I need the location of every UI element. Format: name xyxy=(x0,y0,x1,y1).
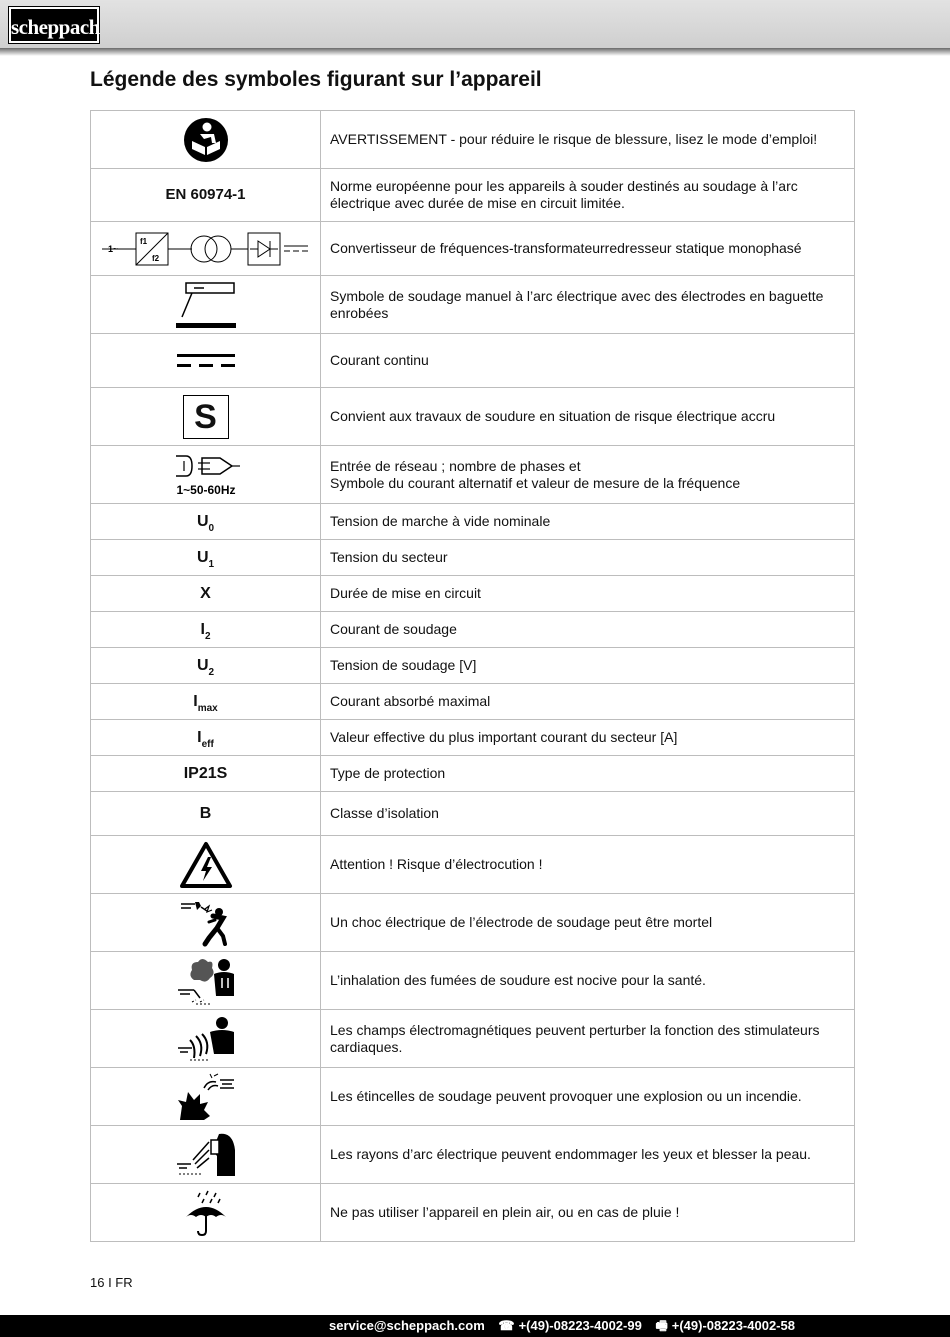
symbol-label: $U_1$ xyxy=(196,548,215,570)
table-row xyxy=(91,1010,855,1068)
description-cell: Courant absorbé maximal xyxy=(321,684,855,720)
fax-number: +(49)-08223-4002-58 xyxy=(671,1318,795,1333)
header-bar xyxy=(0,0,950,48)
symbol-cell xyxy=(91,540,321,576)
description-cell: Courant de soudage xyxy=(321,612,855,648)
sparks-explosion-icon xyxy=(176,1072,236,1122)
description-cell: Type de protection xyxy=(321,756,855,792)
description-cell: Durée de mise en circuit xyxy=(321,576,855,612)
symbol-cell xyxy=(91,792,321,836)
phone-icon: ☎ xyxy=(498,1318,515,1333)
table-row xyxy=(91,504,855,540)
page-number: 16 I FR xyxy=(90,1275,133,1290)
table-row xyxy=(91,276,855,334)
table-row xyxy=(91,952,855,1010)
description-cell: Norme européenne pour les appareils à souder destinés au soudage à l’arc électrique avec durée de mise en circuit limitée. xyxy=(321,169,855,222)
symbol-label: $I_{max}$ xyxy=(193,692,218,714)
description-cell: Les étincelles de soudage peuvent provoquer une explosion ou un incendie. xyxy=(321,1068,855,1126)
symbol-label: X xyxy=(200,584,211,602)
svg-text:f1: f1 xyxy=(139,236,147,246)
symbol-cell xyxy=(91,334,321,388)
symbol-cell xyxy=(91,388,321,446)
description-cell: Convertisseur de fréquences-transformateurredresseur statique monophasé xyxy=(321,222,855,276)
table-row xyxy=(91,684,855,720)
welding-fumes-icon xyxy=(176,956,236,1006)
symbol-cell xyxy=(91,836,321,894)
table-row xyxy=(91,111,855,169)
table-row xyxy=(91,756,855,792)
table-row xyxy=(91,576,855,612)
footer-bar xyxy=(0,1315,950,1337)
manual-arc-welding-icon xyxy=(174,281,238,329)
mains-input-icon xyxy=(170,452,242,498)
symbol-label: $I_2$ xyxy=(200,620,211,642)
page-title: Légende des symboles figurant sur l’appareil xyxy=(90,68,542,91)
phase-label: 1~ xyxy=(107,243,118,254)
symbol-cell xyxy=(91,222,321,276)
description-cell: Ne pas utiliser l’appareil en plein air, ou en cas de pluie ! xyxy=(321,1184,855,1242)
table-row xyxy=(91,446,855,504)
symbol-cell xyxy=(91,756,321,792)
symbol-cell xyxy=(91,1010,321,1068)
no-rain-umbrella-icon xyxy=(184,1189,228,1237)
mains-frequency-label: 1~50-60Hz xyxy=(175,482,236,497)
header-shadow xyxy=(0,48,950,56)
description-cell: Un choc électrique de l’électrode de soudage peut être mortel xyxy=(321,894,855,952)
symbol-label: B xyxy=(199,804,212,822)
symbol-label: $U_0$ xyxy=(196,512,215,534)
symbol-cell xyxy=(91,684,321,720)
symbol-cell xyxy=(91,276,321,334)
symbol-cell xyxy=(91,1068,321,1126)
symbol-label: IP21S xyxy=(183,764,228,782)
service-email-link[interactable]: service@scheppach.com xyxy=(329,1318,485,1333)
table-row xyxy=(91,169,855,222)
symbol-cell xyxy=(91,169,321,222)
description-cell: Les rayons d’arc électrique peuvent endommager les yeux et blesser la peau. xyxy=(321,1126,855,1184)
table-row xyxy=(91,222,855,276)
symbol-cell xyxy=(91,1126,321,1184)
symbol-cell xyxy=(91,720,321,756)
table-row xyxy=(91,792,855,836)
symbol-cell xyxy=(91,612,321,648)
table-row xyxy=(91,1068,855,1126)
svg-text:f2: f2 xyxy=(151,253,159,263)
table-row xyxy=(91,836,855,894)
description-cell: Convient aux travaux de soudure en situation de risque électrique accru xyxy=(321,388,855,446)
description-cell: L’inhalation des fumées de soudure est nocive pour la santé. xyxy=(321,952,855,1010)
symbol-label: $I_{eff}$ xyxy=(197,728,214,750)
description-cell: Valeur effective du plus important courant du secteur [A] xyxy=(321,720,855,756)
description-cell: AVERTISSEMENT - pour réduire le risque de blessure, lisez le mode d’emploi! xyxy=(321,111,855,169)
description-cell: Entrée de réseau ; nombre de phases et Symbole du courant alternatif et valeur de mesure de la fréquence xyxy=(321,446,855,504)
description-cell: Tension de soudage [V] xyxy=(321,648,855,684)
table-row xyxy=(91,720,855,756)
table-row xyxy=(91,648,855,684)
symbol-cell xyxy=(91,648,321,684)
symbol-cell xyxy=(91,504,321,540)
table-row xyxy=(91,1126,855,1184)
standard-label: EN 60974-1 xyxy=(165,186,246,203)
direct-current-icon xyxy=(177,351,235,371)
description-cell: Les champs électromagnétiques peuvent perturber la fonction des stimulateurs cardiaques. xyxy=(321,1010,855,1068)
phone-number: +(49)-08223-4002-99 xyxy=(518,1318,642,1333)
s-mark-box: S xyxy=(183,395,229,439)
electromagnetic-field-icon xyxy=(176,1014,236,1064)
symbol-cell xyxy=(91,446,321,504)
table-row xyxy=(91,894,855,952)
arc-rays-icon xyxy=(175,1130,237,1180)
table-row xyxy=(91,334,855,388)
table-row xyxy=(91,540,855,576)
symbol-cell xyxy=(91,111,321,169)
symbol-legend-table xyxy=(90,110,855,1242)
symbol-cell xyxy=(91,1184,321,1242)
table-row xyxy=(91,612,855,648)
table-row xyxy=(91,388,855,446)
description-cell: Tension de marche à vide nominale xyxy=(321,504,855,540)
description-cell: Tension du secteur xyxy=(321,540,855,576)
table-row xyxy=(91,1184,855,1242)
description-cell: Attention ! Risque d’électrocution ! xyxy=(321,836,855,894)
read-manual-icon xyxy=(183,117,229,163)
electric-shock-icon xyxy=(179,898,233,948)
symbol-cell xyxy=(91,576,321,612)
electric-hazard-icon xyxy=(179,841,233,889)
description-cell: Courant continu xyxy=(321,334,855,388)
brand-logo: scheppach xyxy=(9,7,99,43)
symbol-label: $U_2$ xyxy=(196,656,215,678)
description-cell: Symbole de soudage manuel à l’arc électrique avec des électrodes en baguette enrobées xyxy=(321,276,855,334)
symbol-cell xyxy=(91,894,321,952)
inverter-diagram-icon xyxy=(100,231,312,267)
description-cell: Classe d’isolation xyxy=(321,792,855,836)
fax-icon: 🖷 xyxy=(655,1318,668,1333)
symbol-cell xyxy=(91,952,321,1010)
